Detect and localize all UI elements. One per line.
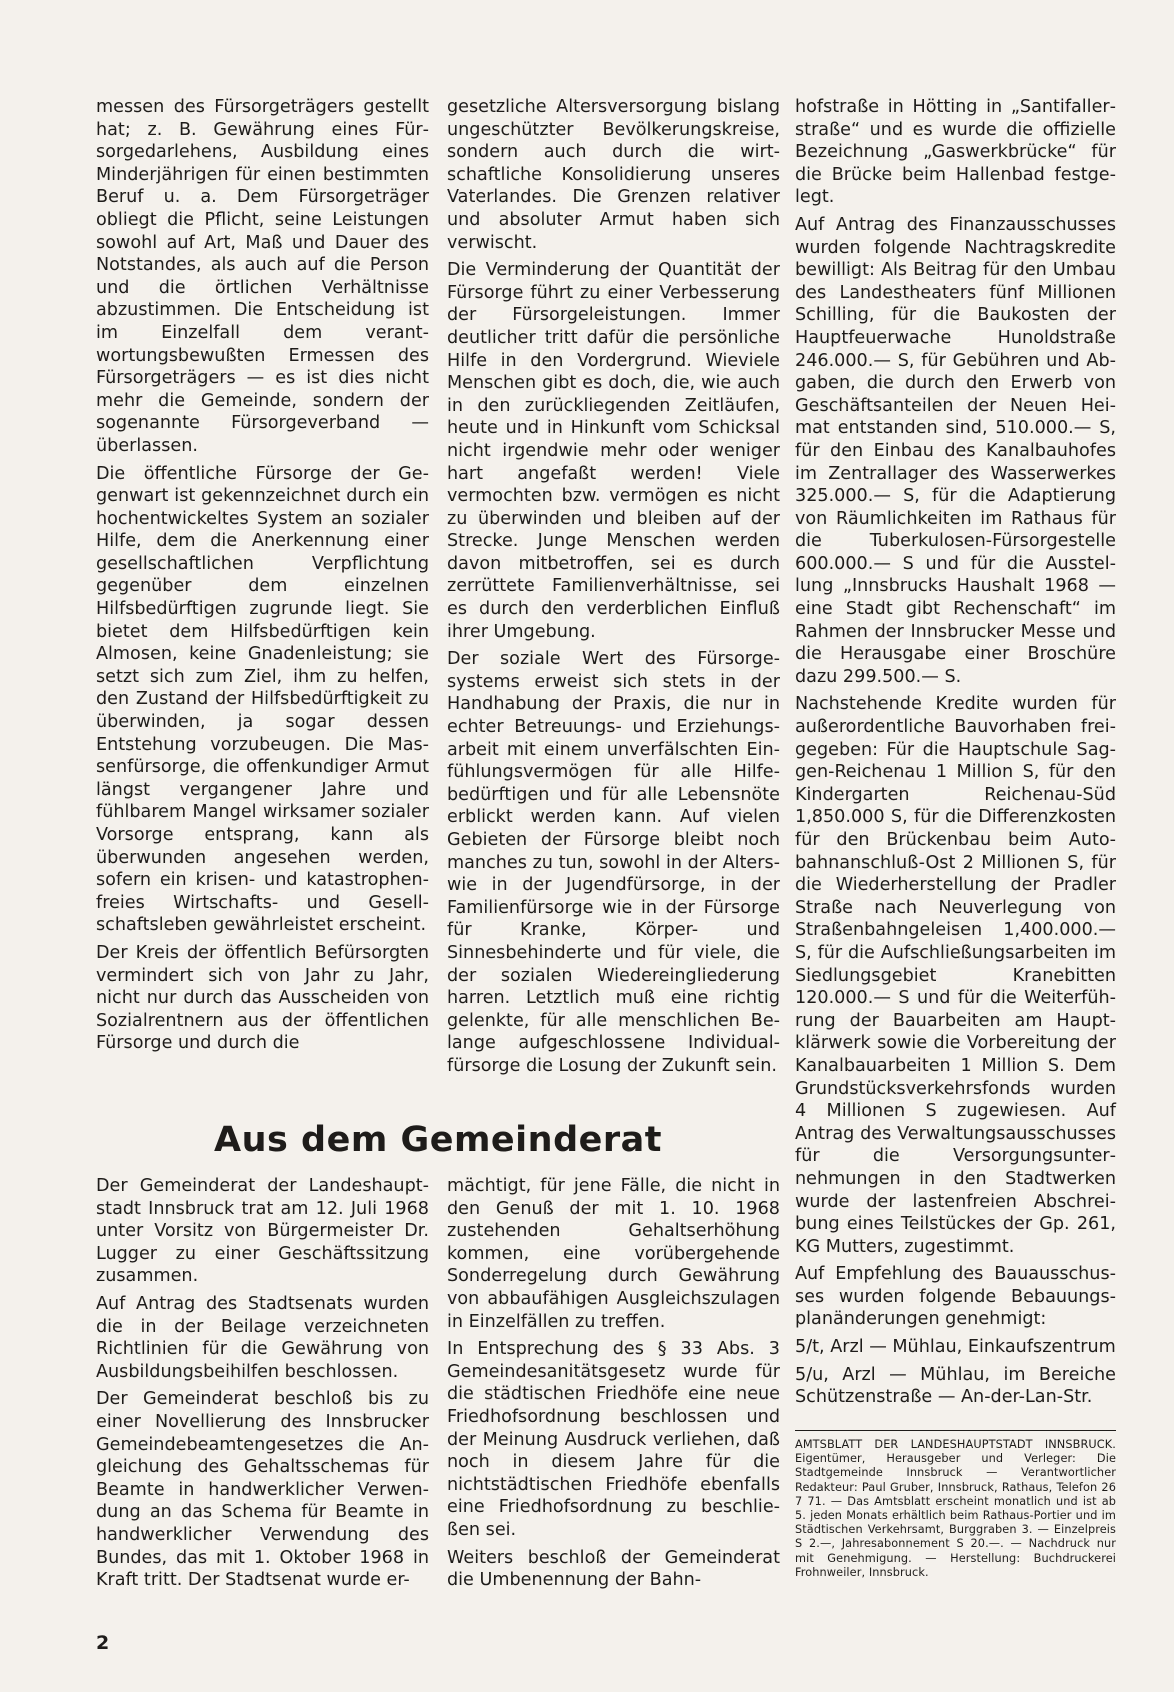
- paragraph: gesetzliche Altersversorgung bislang ungeschützter Bevölkerungskreise, sondern auch durch die wirtschaftliche Konsolidierung unseres Vaterlandes. Die Grenzen relativer und absoluter Armut haben sich verwischt.: [447, 97, 780, 253]
- paragraph: In Entsprechung des § 33 Abs. 3 Gemeindesanitätsgesetz wurde für die städtischen Friedhöfe eine neue Friedhofsordnung beschlossen und der Meinung Ausdruck verliehen, daß noch in diesem Jahre für die nichtstädtischen Friedhöfe ebenfalls eine Friedhofsordnung zu beschließen sei.: [447, 1339, 780, 1540]
- paragraph: Auf Antrag des Stadtsenats wurden die in der Beilage verzeichneten Richtlinien für die Gewährung von Ausbildungsbeihilfen beschlossen.: [96, 1293, 429, 1382]
- gemeinderat-column-2: [447, 1175, 780, 1597]
- article-column-1: [96, 96, 429, 1060]
- paragraph: Auf Empfehlung des Bauausschusses wurden folgende Bebauungsplanänderungen genehmigt:: [795, 1264, 1116, 1330]
- paragraph: Weiters beschloß der Gemeinderat die Umbenennung der Bahn-: [447, 1547, 780, 1591]
- paragraph: Der Gemeinderat beschloß bis zu einer Novellierung des Innsbrucker Gemeindebeamtengesetzes die Angleichung des Gehaltsschemas für Beamte in handwerklicher Verwendung an das Schema für Beamte in handwerklicher Verwendung des Bundes, das mit 1. Oktober 1968 in Kraft tritt. Der Stadtsenat wurde er-: [96, 1389, 429, 1591]
- section-heading: Aus dem Gemeinderat: [214, 1120, 662, 1160]
- paragraph: 5/t, Arzl — Mühlau, Einkaufszentrum: [795, 1337, 1116, 1358]
- gemeinderat-column-1: [96, 1175, 429, 1597]
- paragraph: messen des Fürsorgeträgers gestellt hat; z. B. Gewährung eines Fürsorgedarlehens, Ausbildung eines Minderjährigen für einen bestimmten Beruf u. a. Dem Fürsorgeträger obliegt die Pflicht, seine Leistungen sowohl auf Art, Maß und Dauer des Notstandes, als auch auf die Person und die örtlichen Verhältnisse abzustimmen. Die Entscheidung ist im Einzelfall dem verantwortungsbewußten Ermessen des Fürsorgeträgers — es ist dies nicht mehr die Gemeinde, sondern der sogenannte Fürsorgeverband — überlassen.: [96, 97, 429, 456]
- paragraph: Die öffentliche Fürsorge der Gegenwart ist gekennzeichnet durch ein hochentwickeltes System an sozialer Hilfe, dem die Anerkennung einer gesellschaftlichen Verpflichtung gegenüber dem einzelnen Hilfsbedürftigen zugrunde liegt. Sie bietet dem Hilfsbedürftigen kein Almosen, keine Gnadenleistung; sie setzt sich zum Ziel, ihm zu helfen, den Zustand der Hilfsbedürftigkeit zu überwinden, ja sogar dessen Entstehung vorzubeugen. Die Massenfürsorge, die offenkundiger Armut längst vergangener Jahre und fühlbarem Mangel wirksamer sozialer Vorsorge entsprang, kann als überwunden angesehen werden, sofern ein krisen- und katastrophenfreies Wirtschafts- und Gesellschaftsleben gewährleistet erscheint.: [96, 463, 429, 936]
- paragraph: Der Kreis der öffentlich Befürsorgten vermindert sich von Jahr zu Jahr, nicht nur durch das Ausscheiden von Sozialrentnern aus der öffentlichen Fürsorge und durch die: [96, 942, 429, 1054]
- paragraph: Der Gemeinderat der Landeshauptstadt Innsbruck trat am 12. Juli 1968 unter Vorsitz von Bürgermeister Dr. Lugger zu einer Geschäftssitzung zusammen.: [96, 1176, 429, 1287]
- article-column-2: [447, 96, 780, 1083]
- paragraph: 5/u, Arzl — Mühlau, im Bereiche Schützenstraße — An-der-Lan-Str.: [795, 1364, 1116, 1408]
- paragraph: hofstraße in Hötting in „Santifallerstraße“ und es wurde die offizielle Bezeichnung „Gaswerkbrücke“ für die Brücke beim Hallenbad festgelegt.: [795, 97, 1116, 208]
- imprint-text: Eigentümer, Herausgeber und Verleger: Die Stadtgemeinde Innsbruck — Verantwortlicher Redakteur: Paul Gruber, Innsbruck, Rathaus, Telefon 26 7 71. — Das Amtsblatt erscheint monatlich und ist ab 5. jeden Monats erhältlich beim Rathaus-Portier und im Städtischen Verkehrsamt, Burggraben 3. — Einzelpreis S 2.—, Jahresabonnement S 20.—. — Nachdruck nur mit Genehmigung. — Herstellung: Buchdruckerei Frohnweiler, Innsbruck.: [795, 1452, 1116, 1579]
- paragraph: Der soziale Wert des Fürsorgesystems erweist sich stets in der Handhabung der Praxis, die nur in echter Betreuungs- und Erziehungsarbeit mit einem unverfälschten Einfühlungsvermögen für alle Hilfebedürftigen und für alle Lebensnöte erblickt werden kann. Auf vielen Gebieten der Fürsorge bleibt noch manches zu tun, sowohl in der Alters- wie in der Jugendfürsorge, in der Familienfürsorge wie in der Fürsorge für Kranke, Körper- und Sinnesbehinderte und für viele, die der sozialen Wiedereingliederung harren. Letztlich muß eine richtig gelenkte, für alle menschlichen Belange aufgeschlossene Individualfürsorge die Losung der Zukunft sein.: [447, 649, 780, 1076]
- imprint-divider: [795, 1430, 1116, 1431]
- paragraph: Nachstehende Kredite wurden für außerordentliche Bauvorhaben freigegeben: Für die Hauptschule Saggen-Reichenau 1 Million S, für den Kindergarten Reichenau-Süd 1,850.000 S, für die Differenzkosten für den Brückenbau beim Autobahnanschluß-Ost 2 Millionen S, für die Wiederherstellung der Pradler Straße nach Neuverlegung von Straßenbahngeleisen 1,400.000.— S, für die Aufschließungsarbeiten im Siedlungsgebiet Kranebitten 120.000.— S und für die Weiterführung der Bauarbeiten am Hauptklärwerk sowie die Vorbereitung der Kanalbauarbeiten 1 Million S. Dem Grundstücksverkehrsfonds wurden 4 Millionen S zugewiesen. Auf Antrag des Verwaltungsausschusses für die Versorgungsunternehmungen in den Stadtwerken wurde der lastenfreien Abschreibung eines Teilstückes der Gp. 261, KG Mutters, zugestimmt.: [795, 694, 1116, 1257]
- imprint: [795, 1438, 1116, 1580]
- imprint-title: AMTSBLATT DER LANDESHAUPTSTADT INNSBRUCK.: [795, 1438, 1116, 1451]
- page-number: 2: [96, 1632, 110, 1654]
- paragraph: Auf Antrag des Finanzausschusses wurden folgende Nachtragskredite bewilligt: Als Beitrag für den Umbau des Landestheaters fünf Millionen Schilling, für die Baukosten der Hauptfeuerwache Hunoldstraße 246.000.— S, für Gebühren und Abgaben, die durch den Erwerb von Geschäftsanteilen der Neuen Heimat entstanden sind, 510.000.— S, für den Einbau des Kanalbauhofes im Zentrallager des Wasserwerkes 325.000.— S, für die Adaptierung von Räumlichkeiten im Rathaus für die Tuberkulosen-Fürsorgestelle 600.000.— S und für die Ausstellung „Innsbrucks Haushalt 1968 — eine Stadt gibt Rechenschaft“ im Rahmen der Innsbrucker Messe und die Herausgabe einer Broschüre dazu 299.500.— S.: [795, 214, 1116, 687]
- gemeinderat-column-3: [795, 96, 1116, 1414]
- paragraph: Die Verminderung der Quantität der Fürsorge führt zu einer Verbesserung der Fürsorgeleistungen. Immer deutlicher tritt dafür die persönliche Hilfe in den Vordergrund. Wieviele Menschen gibt es doch, die, wie auch in den zurückliegenden Zeitläufen, heute und in Hinkunft vom Schicksal nicht irgendwie mehr oder weniger hart angefaßt werden! Viele vermochten bzw. vermögen es nicht zu überwinden und bleiben auf der Strecke. Junge Menschen werden davon mitbetroffen, sei es durch zerrüttete Familienverhältnisse, sei es durch den verderblichen Einfluß ihrer Umgebung.: [447, 260, 780, 642]
- paragraph: mächtigt, für jene Fälle, die nicht in den Genuß der mit 1. 10. 1968 zustehenden Gehaltserhöhung kommen, eine vorübergehende Sonderregelung durch Gewährung von abbaufähigen Ausgleichszulagen in Einzelfällen zu treffen.: [447, 1176, 780, 1332]
